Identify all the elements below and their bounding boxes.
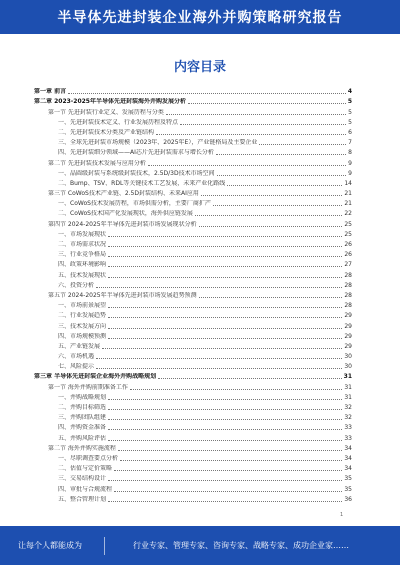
toc-entry-page: 35: [344, 485, 352, 493]
toc-entry-label: 七、风险提示: [58, 363, 95, 371]
toc-entry-label: 第一节 先进封装行业定义、发展历程与分类: [48, 108, 164, 116]
footer-divider: [104, 537, 105, 555]
toc-entry[interactable]: [34, 239, 352, 249]
toc-dot-leader: [213, 205, 342, 206]
toc-entry-label: 三、交易结构设计: [58, 475, 107, 483]
toc-entry[interactable]: [34, 473, 352, 483]
toc-dot-leader: [227, 185, 342, 186]
table-of-contents: [34, 86, 352, 504]
toc-entry-label: 第二章 2023-2025年半导体先进封装海外并购发展分析: [34, 98, 186, 106]
toc-dot-leader: [156, 134, 346, 135]
toc-entry-page: 27: [344, 261, 352, 269]
toc-entry-page: 28: [344, 281, 352, 289]
toc-entry-label: 一、尽职调查要点分析: [58, 454, 119, 462]
toc-entry-page: 31: [344, 393, 352, 401]
toc-entry-page: 29: [344, 312, 352, 320]
toc-entry-label: 一、CoWoS技术发展历程，市场供需分析，主要厂商扩产: [58, 200, 211, 208]
toc-dot-leader: [108, 256, 342, 257]
toc-entry-label: 三、行业竞争格局: [58, 251, 107, 259]
toc-entry-label: 六、市场机遇: [58, 353, 95, 361]
toc-entry[interactable]: [34, 320, 352, 330]
toc-entry-page: 5: [347, 98, 352, 106]
toc-entry-page: 6: [348, 128, 352, 136]
report-title: 半导体先进封装企业海外并购策略研究报告: [57, 10, 343, 26]
toc-dot-leader: [108, 501, 342, 502]
toc-entry[interactable]: [34, 249, 352, 259]
toc-dot-leader: [68, 93, 346, 94]
toc-entry-page: 26: [344, 251, 352, 259]
toc-entry[interactable]: [34, 157, 352, 167]
toc-entry-label: 四、政策环境影响: [58, 261, 107, 269]
toc-entry-page: 4: [347, 88, 352, 96]
toc-entry[interactable]: [34, 96, 352, 106]
toc-entry-label: 第一章 前言: [34, 88, 67, 96]
toc-entry-page: 30: [344, 353, 352, 361]
toc-entry-page: 25: [344, 220, 352, 228]
toc-entry-page: 34: [344, 444, 352, 452]
toc-dot-leader: [120, 460, 342, 461]
toc-dot-leader: [108, 338, 342, 339]
toc-entry-page: 34: [344, 454, 352, 462]
toc-entry-page: 21: [344, 200, 352, 208]
toc-dot-leader: [108, 399, 342, 400]
toc-entry[interactable]: [34, 381, 352, 391]
toc-entry-page: 31: [344, 383, 352, 391]
toc-entry[interactable]: [34, 168, 352, 178]
toc-dot-leader: [217, 175, 347, 176]
toc-dot-leader: [108, 236, 342, 237]
toc-entry-label: 五、技术发展现状: [58, 271, 107, 279]
toc-dot-leader: [108, 409, 342, 410]
toc-entry-page: 14: [344, 179, 352, 187]
toc-entry-label: 三、并购团队组建: [58, 414, 107, 422]
toc-entry[interactable]: [34, 208, 352, 218]
toc-entry-page: 8: [348, 149, 352, 157]
toc-dot-leader: [96, 368, 342, 369]
toc-entry-page: 9: [348, 159, 352, 167]
toc-entry[interactable]: [34, 361, 352, 371]
toc-dot-leader: [130, 389, 342, 390]
toc-entry[interactable]: [34, 432, 352, 442]
toc-entry-label: 一、先进封装技术定义、行业发展历程及特点: [58, 118, 179, 126]
toc-dot-leader: [96, 287, 342, 288]
toc-dot-leader: [108, 328, 342, 329]
toc-entry-label: 三、技术发展方向: [58, 322, 107, 330]
toc-dot-leader: [114, 470, 342, 471]
toc-entry-label: 二、CoWoS技术国产化发展现状，海外供应链发展: [58, 210, 193, 218]
page-number: 1: [340, 512, 344, 518]
footer-slogan: 让每个人都能成为: [18, 541, 82, 550]
toc-entry-label: 四、先进封装细分领域——AI芯片先进封装需求与增长分析: [58, 149, 214, 157]
toc-dot-leader: [201, 195, 342, 196]
toc-entry[interactable]: [34, 443, 352, 453]
toc-entry[interactable]: [34, 137, 352, 147]
toc-entry-page: 28: [344, 302, 352, 310]
toc-dot-leader: [158, 378, 342, 379]
toc-entry-page: 22: [344, 210, 352, 218]
toc-heading: 内容目录: [173, 60, 226, 75]
toc-entry[interactable]: [34, 229, 352, 239]
toc-dot-leader: [108, 307, 342, 308]
toc-entry[interactable]: [34, 463, 352, 473]
toc-dot-leader: [108, 429, 342, 430]
toc-entry[interactable]: [34, 412, 352, 422]
toc-entry-label: 二、行业发展趋势: [58, 312, 107, 320]
toc-entry[interactable]: [34, 147, 352, 157]
toc-entry-label: 四、审批与合规流程: [58, 485, 113, 493]
toc-entry-label: 第四节 2024-2025年半导体先进封装市场发展现状分析: [48, 220, 197, 228]
toc-dot-leader: [108, 317, 342, 318]
report-header-bar: [0, 0, 400, 34]
toc-entry-page: 5: [348, 108, 352, 116]
toc-entry[interactable]: [34, 218, 352, 228]
toc-dot-leader: [166, 114, 346, 115]
toc-entry-label: 第三节 CoWoS技术产业链、2.5D封装结构、未来AI应用: [48, 190, 199, 198]
toc-dot-leader: [108, 440, 342, 441]
toc-entry[interactable]: [34, 422, 352, 432]
toc-dot-leader: [259, 144, 346, 145]
toc-entry-label: 第三章 半导体先进封装企业海外并购战略规划: [34, 373, 157, 381]
toc-entry-label: 一、市场前景展望: [58, 302, 107, 310]
toc-entry[interactable]: [34, 178, 352, 188]
toc-entry-label: 二、先进封装技术分类及产业链结构: [58, 128, 155, 136]
toc-entry[interactable]: [34, 127, 352, 137]
toc-entry-page: 21: [344, 190, 352, 198]
toc-entry[interactable]: [34, 331, 352, 341]
toc-entry-page: 28: [344, 271, 352, 279]
toc-dot-leader: [108, 277, 342, 278]
toc-entry-label: 五、并购风险评估: [58, 434, 107, 442]
toc-entry-label: 六、投资分析: [58, 281, 95, 289]
toc-dot-leader: [118, 450, 342, 451]
toc-dot-leader: [148, 165, 346, 166]
toc-dot-leader: [199, 226, 343, 227]
toc-entry-label: 第一节 海外并购前期准备工作: [48, 383, 128, 391]
toc-entry-label: 第五节 2024-2025年半导体先进封装市场发展趋势预测: [48, 291, 197, 299]
toc-entry-page: 29: [344, 342, 352, 350]
toc-dot-leader: [96, 358, 342, 359]
toc-entry-label: 一、晶圆级封装与系统级封装技术，2.5D/3D技术市场空间: [58, 169, 215, 177]
toc-dot-leader: [216, 154, 346, 155]
toc-entry-label: 第二节 海外并购实施流程: [48, 444, 116, 452]
toc-dot-leader: [114, 491, 342, 492]
toc-entry[interactable]: [34, 269, 352, 279]
toc-dot-leader: [180, 124, 346, 125]
toc-entry-page: 28: [344, 291, 352, 299]
toc-entry-label: 一、并购战略规划: [58, 393, 107, 401]
toc-entry-label: 一、市场发展现状: [58, 230, 107, 238]
toc-entry[interactable]: [34, 280, 352, 290]
toc-dot-leader: [188, 103, 346, 104]
toc-entry-page: 7: [348, 139, 352, 147]
toc-entry-label: 五、整合管理计划: [58, 495, 107, 503]
toc-entry[interactable]: [34, 341, 352, 351]
toc-entry-page: 5: [348, 118, 352, 126]
toc-entry-label: 三、全球先进封装市场规模（2023年、2025年E），产业链格局及主要企业: [58, 139, 258, 147]
toc-entry[interactable]: [34, 483, 352, 493]
toc-entry[interactable]: [34, 453, 352, 463]
toc-entry-page: 35: [344, 475, 352, 483]
toc-entry-page: 34: [344, 465, 352, 473]
toc-entry-page: 33: [344, 424, 352, 432]
toc-dot-leader: [195, 215, 342, 216]
toc-entry[interactable]: [34, 494, 352, 504]
toc-entry-page: 36: [344, 495, 352, 503]
toc-entry-label: 二、市场需求状况: [58, 241, 107, 248]
toc-entry-page: 26: [344, 241, 352, 248]
toc-entry[interactable]: [34, 402, 352, 412]
toc-dot-leader: [102, 348, 342, 349]
toc-entry-page: 33: [344, 434, 352, 442]
toc-entry-label: 五、产业链发展: [58, 342, 101, 350]
footer-bar: [0, 526, 400, 565]
toc-entry-label: 四、并购资金准备: [58, 424, 107, 432]
toc-entry[interactable]: [34, 371, 352, 381]
toc-entry[interactable]: [34, 392, 352, 402]
toc-entry-label: 第二节 先进封装技术发展与应用分析: [48, 159, 146, 167]
toc-entry[interactable]: [34, 310, 352, 320]
toc-entry-label: 四、市场规模预测: [58, 332, 107, 340]
toc-entry[interactable]: [34, 300, 352, 310]
toc-dot-leader: [199, 297, 343, 298]
toc-entry-page: 32: [344, 404, 352, 411]
toc-entry-label: 二、并购目标筛选: [58, 404, 107, 411]
toc-entry-page: 30: [344, 363, 352, 371]
toc-entry[interactable]: [34, 198, 352, 208]
toc-entry[interactable]: [34, 259, 352, 269]
toc-entry[interactable]: [34, 117, 352, 127]
toc-entry-page: 32: [344, 414, 352, 422]
toc-entry[interactable]: [34, 86, 352, 96]
footer-roles: 行业专家、管理专家、咨询专家、战略专家、成功企业家……: [133, 541, 349, 550]
toc-entry-page: 25: [344, 230, 352, 238]
toc-dot-leader: [108, 266, 342, 267]
toc-entry[interactable]: [34, 106, 352, 116]
toc-entry-page: 9: [348, 169, 352, 177]
toc-dot-leader: [108, 246, 342, 247]
toc-entry[interactable]: [34, 290, 352, 300]
toc-entry-page: 29: [344, 322, 352, 330]
toc-entry-label: 二、Bump、TSV、RDL等关键技术工艺发展，未来产业化路线: [58, 179, 226, 187]
toc-entry[interactable]: [34, 188, 352, 198]
toc-entry[interactable]: [34, 351, 352, 361]
toc-dot-leader: [108, 480, 342, 481]
toc-entry-page: 29: [344, 332, 352, 340]
toc-entry-label: 二、估值与定价策略: [58, 465, 113, 473]
toc-entry-page: 31: [343, 373, 352, 381]
toc-dot-leader: [108, 419, 342, 420]
